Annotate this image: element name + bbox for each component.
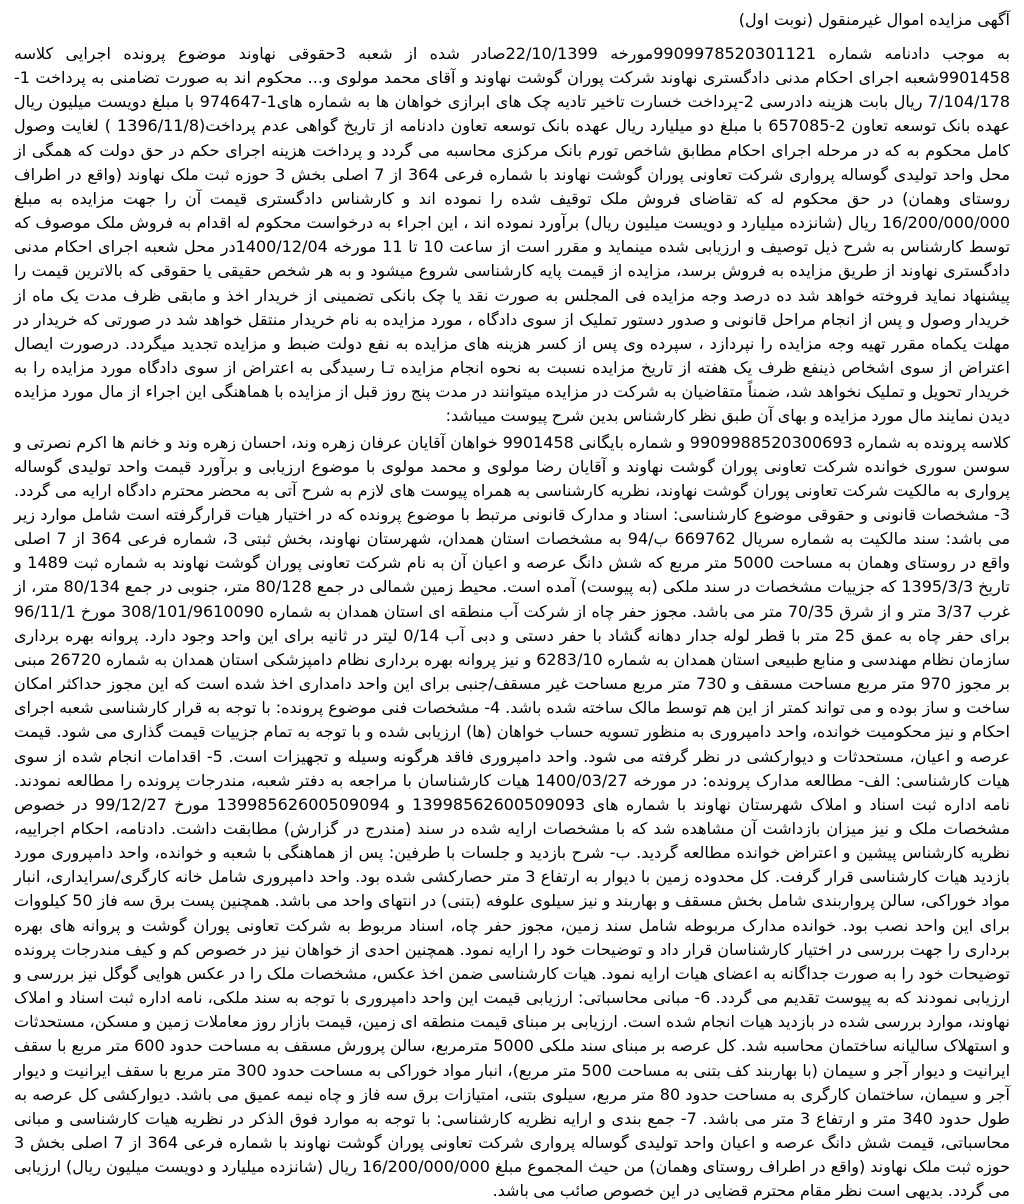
notice-paragraph-expert-opinion: کلاسه پرونده به شماره 9909988520300693 و شماره بایگانی 9901458 خواهان آقایان عرفان زهره وند، احسان زهره وند و خانم ها اکرم نصرتی و سوسن سوری خوانده شرکت تعاونی پوران گوشت نهاوند و آقایان رضا مولوی و محمد مولوی با موضوع ارزیابی و برآورد قیمت واحد تولیدی گوساله پرواری به مالکیت شرکت تعاونی پوران گوشت نهاوند، نظریه کارشناسی به همراه پیوست های لازم به شرح آتی به محضر محترم دادگاه ارایه می گردد. 3- مشخصات قانونی و حقوقی موضوع کارشناسی: اسناد و مدارک قانونی مرتبط با موضوع پرونده که در اختیار هیات قرارگرفته است شامل موارد زیر می باشد: سند مالکیت به شماره سریال 669762 ب/94 به مشخصات استان همدان، شهرستان نهاوند، بخش ثبتی 3، شماره فرعی 364 از 7 اصلی واقع در روستای وهمان به مساحت 5000 متر مربع که شش دانگ عرصه و اعیان آن به نام شرکت تعاونی پوران گوشت نهاوند به شماره ثبت 1489 و تاریخ 1395/3/3 که جزییات مشخصات در سند ملکی (به پیوست) آمده است. محیط زمین شمالی در جمع 80/128 متر، جنوبی در جمع 80/134 متر، از غرب 3/37 متر و از شرق 70/35 متر می باشد. مجوز حفر چاه از شرکت آب منطقه ای استان همدان به شماره 308/101/9610090 مورخ 96/11/1 برای حفر چاه به عمق 25 متر با قطر لوله جدار دهانه گشاد با حفر دستی و دبی آب 0/14 لیتر در ثانیه برای این واحد وجود دارد. پروانه بهره برداری سازمان نظام مهندسی و منابع طبیعی استان همدان به شماره 6283/10 و نیز پروانه بهره برداری نظام دامپزشکی استان همدان به شماره 26720 مبنی بر مجوز 970 متر مربع مساحت مسقف و 730 متر مربع مساحت غیر مسقف/جنبی برای این واحد دامداری اخذ شده است که این مجوز حداکثر امکان ساخت و ساز بوده و می تواند کمتر از این هم توسط مالک ساخته شده باشد. 4- مشخصات فنی موضوع پرونده: با توجه به قرار کارشناسی شعبه اجرای احکام و نیز محکومیت خوانده، واحد دامپروری به منظور تسویه حساب خواهان (ها) ارزیابی شده و با توجه به تمام جزییات قیمت گذاری می شود. قیمت عرصه و اعیان، مستحدثات و دیوارکشی در نظر گرفته می شود. واحد دامپروری فاقد هرگونه وسیله و تجهیزات است. 5- اقدامات انجام شده از سوی هیات کارشناسی: الف- مطالعه مدارک پرونده: در مورخه 1400/03/27 هیات کارشناسان با مراجعه به دفتر شعبه، مندرجات پرونده را مطالعه نمودند. نامه اداره ثبت اسناد و املاک شهرستان نهاوند با شماره های 13998562600509093 و 13998562600509094 مورخ 99/12/27 در خصوص مشخصات ملک و نیز میزان بازداشت آن مشاهده شد که با مشخصات ارایه شده در سند (مندرج در گزارش) مطابقت داشت. دادنامه، احکام اجراییه، نظریه کارشناس پیشین و اعتراض خوانده مطالعه گردید. ب- شرح بازدید و جلسات با طرفین: پس از هماهنگی با شعبه و خوانده، واحد دامپروری مورد بازدید هیات کارشناسی قرار گرفت. کل محدوده زمین با دیوار به ارتفاع 3 متر حصارکشی شده بود. واحد دامپروری شامل خانه کارگری/سرایداری، انبار مواد خوراکی، سالن پرواربندی شامل بخش مسقف و بهاربند و نیز سیلوی علوفه (بتنی) در انتهای واحد می باشد. همچنین پست برق سه فاز 50 کیلووات برای این واحد نصب بود. خوانده مدارک مربوطه شامل سند زمین، مجوز حفر چاه، اسناد مربوط به شرکت تعاونی پوران گوشت و پروانه های بهره برداری را جهت بررسی در اختیار کارشناسان قرار داد و توضیحات خود را ارایه نمود. همچنین احدی از خواهان نیز در خصوص کم و کیف مندرجات پرونده توضیحات خود را به صورت جداگانه به اعضای هیات ارایه نمود. هیات کارشناسی ضمن اخذ عکس، مشخصات ملک را در عکس هوایی گوگل نیز بررسی و ارزیابی نمودند که به پیوست تقدیم می گردد. 6- مبانی محاسباتی: ارزیابی قیمت این واحد دامپروری با توجه به سند ملکی، نامه اداره ثبت اسناد و املاک نهاوند، موارد بررسی شده در بازدید هیات انجام شده است. ارزیابی بر مبنای قیمت منطقه ای زمین، قیمت بازار روز معاملات زمین و مسکن، مستحدثات و استهلاک سالیانه ساختمان محاسبه شد. کل عرصه بر مبنای سند ملکی 5000 مترمربع، سالن پرورش مسقف به مساحت حدود 600 متر مربع با سقف ایرانیت و دیوار آجر و سیمان (با بهاربند کف بتنی به مساحت 500 متر مربع)، انبار مواد خوراکی به مساحت حدود 300 متر مربع با سقف ایرانیت و دیوار آجر و سیمان، ساختمان کارگری به مساحت حدود 80 متر مربع، سیلوی بتنی، امتیازات برق سه فاز و چاه نیمه عمیق می باشد. دیوارکشی کل عرصه به طول حدود 340 متر و ارتفاع 3 متر می باشد. 7- جمع بندی و ارایه نظریه کارشناسی: با توجه به موارد فوق الذکر در نظریه هیات کارشناسی و مبانی محاسباتی، قیمت شش دانگ عرصه و اعیان واحد تولیدی گوساله پرواری شرکت تعاونی پوران گوشت نهاوند با شماره فرعی 364 از 7 اصلی بخش 3 حوزه ثبت ملک نهاوند (واقع در اطراف روستای وهمان) من حیث المجموع مبلغ 16/200/000/000 ریال (شانزده میلیارد و دویست میلیون ریال) ارزیابی می گردد. بدیهی است نظر مقام محترم قضایی در این خصوص صائب می باشد. <box>14 432 1011 1201</box>
notice-title: آگهی مزایده اموال غیرمنقول (نوبت اول) <box>738 10 1010 29</box>
notice-paragraph-auction-terms: به موجب دادنامه شماره 9909978520301121مورخه 22/10/1399صادر شده از شعبه 3حقوقی نهاوند موضوع پرونده اجرایی کلاسه 9901458شعبه اجرای احکام مدنی دادگستری نهاوند شرکت پوران گوشت نهاوند و آقای محمد مولوی و... محکوم اند به صورت تضامنی به پرداخت 1-7/104/178 ریال بابت هزینه دادرسی 2-پرداخت خسارت تاخیر تادیه چک های ابرازی خواهان ها به شماره های1-974647 با مبلغ دویست میلیون ریال عهده بانک توسعه تعاون 2-657085 با مبلغ دو میلیارد ریال عهده بانک توسعه تعاون دادنامه از تاریخ گواهی عدم پرداخت(1396/11/8 ) لغایت وصول کامل محکوم به که در مرحله اجرای احکام مطابق شاخص تورم بانک مرکزی محاسبه می گردد و پرداخت هزینه اجرای حکم در حق دولت که همگی از محل واحد تولیدی گوساله پرواری شرکت تعاونی پوران گوشت نهاوند با شماره فرعی 364 از 7 اصلی بخش 3 حوزه ثبت ملک نهاوند (واقع در اطراف روستای وهمان) در حق محکوم له که تقاضای فروش ملک توقیف شده را نموده اند و کارشناس دادگستری قیمت آن را جهت مزایده به مبلغ 16/200/000/000 ریال (شانزده میلیارد و دویست میلیون ریال) برآورد نموده اند ، این اجراء به درخواست محکوم له اقدام به فروش ملک موصوف که توسط کارشناس به شرح ذیل توصیف و ارزیابی شده مینماید و مقرر است از ساعت 10 تا 11 مورخه 1400/12/04در محل شعبه اجرای احکام مدنی دادگستری نهاوند از طریق مزایده به فروش برسد، مزایده از قیمت پایه کارشناسی شروع میشود و به هر شخص حقیقی یا حقوقی که بالاترین قیمت را پیشنهاد نماید فروخته خواهد شد ده درصد وجه مزایده فی المجلس به صورت نقد یا چک بانکی تضمینی از خریدار اخذ و مابقی ظرف مدت یک ماه از خریدار وصول و پس از انجام مراحل قانونی و صدور دستور تملیک از سوی دادگاه ، مورد مزایده به نام خریدار منتقل خواهد شد در صورتی که خریدار در مهلت یکماه مقرر تهیه وجه مزایده را نپردازد ، سپرده وی پس از کسر هزینه های مزایده به نفع دولت ضبط و مزایده تجدید میگردد. درصورت ایصال اعتراض از سوی اشخاص ذینفع ظرف یک هفته از تاریخ مزایده نسبت به نحوه انجام مزایده تـا رسیدگی به اعتراض از سوی دادگاه مورد مزایده را به خریدار تحویل و تملیک نخواهد شد، ضمناً متقاضیان به شرکت در مزایده میتوانند در مدت پنج روز قبل از مزایده با هماهنگی این اجراء از مال مورد مزایده دیدن نمایند مال مورد مزایده و بهای آن طبق نظر کارشناس بدین شرح پیوست میباشد: <box>14 44 1011 426</box>
